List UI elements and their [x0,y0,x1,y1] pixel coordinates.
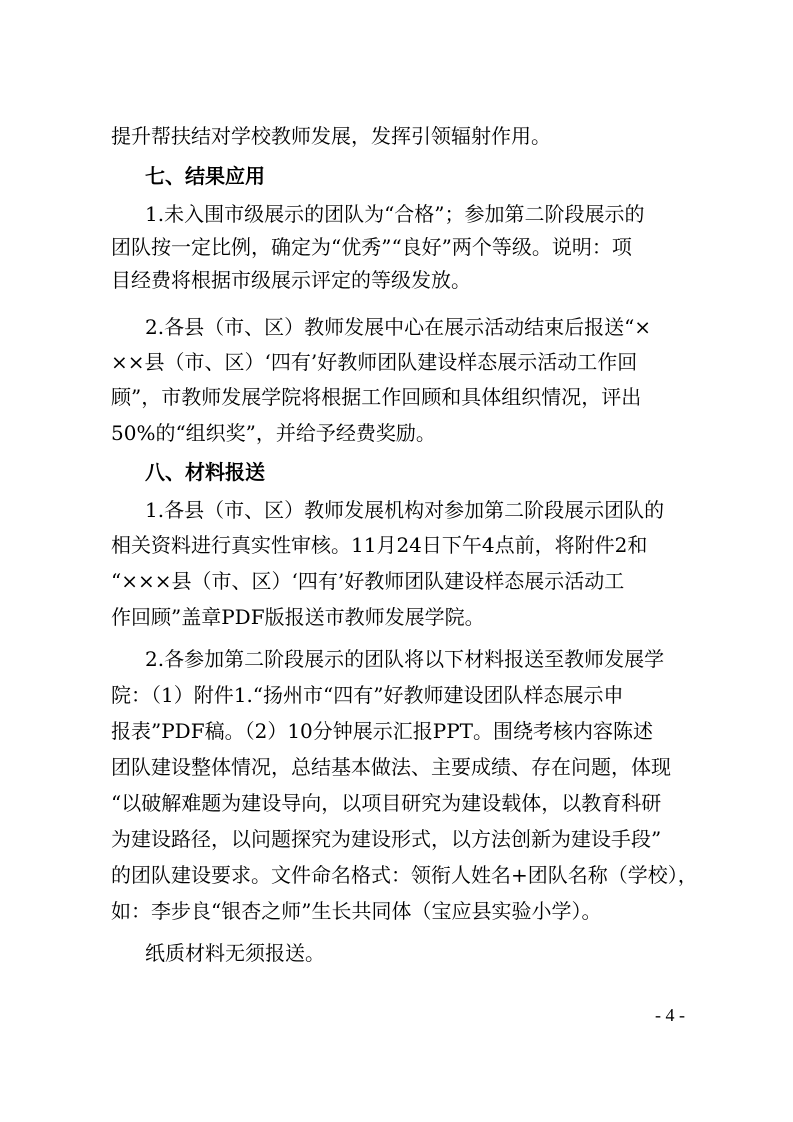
paragraph-line: 2.各参加第二阶段展示的团队将以下材料报送至教师发展学 [145,647,665,671]
paragraph-line: 院：（1）附件1.“扬州市“四有”好教师建设团队样态展示申 [111,683,624,707]
paragraph-line: 团队建设整体情况，总结基本做法、主要成绩、存在问题，体现 [111,755,671,779]
paragraph-line: ××县（市、区）‘四有’好教师团队建设样态展示活动工作回 [111,350,638,374]
paragraph-line: 50%的“组织奖”，并给予经费奖励。 [111,421,436,445]
paragraph-line: 目经费将根据市级展示评定的等级发放。 [111,268,471,292]
paragraph-line: 提升帮扶结对学校教师发展，发挥引领辐射作用。 [111,124,551,148]
paragraph-line: “×××县（市、区）‘四有’好教师团队建设样态展示活动工 [111,569,625,593]
paragraph-line: “以破解难题为建设导向，以项目研究为建设载体，以教育科研 [111,791,662,815]
paragraph-line: 如：李步良“银杏之师”生长共同体（宝应县实验小学）。 [111,899,602,923]
paragraph-line: 报表”PDF稿。（2）10分钟展示汇报PPT。围绕考核内容陈述 [111,719,654,743]
section-heading-materials: 八、材料报送 [145,460,265,484]
paragraph-line: 的团队建设要求。文件命名格式：领衔人姓名+团队名称（学校）， [111,863,698,887]
paragraph-line: 作回顾”盖章PDF版报送市教师发展学院。 [111,605,485,629]
paragraph-line: 1.各县（市、区）教师发展机构对参加第二阶段展示团队的 [145,498,665,522]
paragraph-line: 相关资料进行真实性审核。11月24日下午4点前，将附件2和 [111,533,648,557]
page-number: - 4 - [655,1005,685,1025]
paragraph-line: 为建设路径，以问题探究为建设形式，以方法创新为建设手段” [111,827,662,851]
paragraph-line: 2.各县（市、区）教师发展中心在展示活动结束后报送“× [145,315,652,339]
paragraph-line: 1.未入围市级展示的团队为“合格”；参加第二阶段展示的 [145,202,645,226]
paragraph-line: 顾”，市教师发展学院将根据工作回顾和具体组织情况，评出 [111,385,642,409]
paragraph-line: 纸质材料无须报送。 [145,941,325,965]
paragraph-line: 团队按一定比例，确定为“优秀”“良好”两个等级。说明：项 [111,235,632,259]
section-heading-results: 七、结果应用 [145,164,265,188]
